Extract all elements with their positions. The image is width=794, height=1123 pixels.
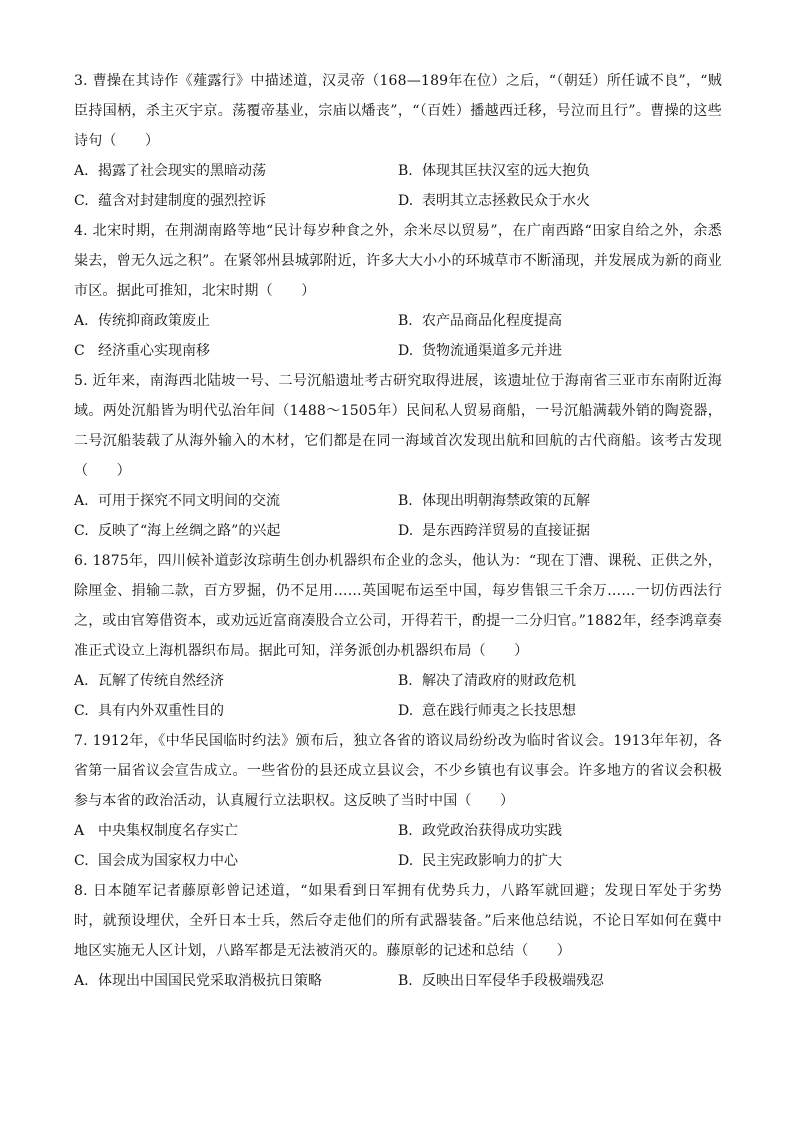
question-5 — [74, 366, 722, 546]
option-b[interactable] — [398, 816, 722, 846]
question-stem — [74, 546, 722, 666]
option-c[interactable] — [74, 336, 398, 366]
option-key: D. — [398, 193, 414, 209]
option-key: B. — [398, 313, 413, 329]
option-key: C. — [74, 523, 89, 539]
question-4 — [74, 216, 722, 366]
question-stem — [74, 366, 722, 486]
exam-page — [74, 66, 722, 996]
option-text: 具有内外双重性目的 — [98, 703, 224, 719]
question-text: 北宋时期，在荆湖南路等地“民计每岁种食之外，余米尽以贸易”，在广南西路“田家自给之外，余悉粜去，曾无久远之积”。在紧邻州县城郭附近，许多大大小小的环城草市不断涌现，并发展成为新的商业市区。据此可推知，北宋时期（ ） — [74, 223, 722, 299]
option-b[interactable] — [398, 966, 722, 996]
question-3 — [74, 66, 722, 216]
option-text: 体现出明朝海禁政策的瓦解 — [422, 493, 590, 509]
option-d[interactable] — [398, 336, 722, 366]
option-key: D. — [398, 703, 414, 719]
option-text: 瓦解了传统自然经济 — [98, 673, 224, 689]
option-list — [74, 306, 722, 366]
question-6 — [74, 546, 722, 726]
option-d[interactable] — [398, 516, 722, 546]
option-key: D. — [398, 523, 414, 539]
option-key: A — [74, 823, 85, 839]
question-number: 5. — [74, 373, 88, 389]
option-b[interactable] — [398, 306, 722, 336]
option-key: A. — [74, 313, 89, 329]
question-8 — [74, 876, 722, 996]
question-text: 1912年，《中华民国临时约法》颁布后，独立各省的谘议局纷纷改为临时省议会。1913年年初，各省第一届省议会宣告成立。一些省份的县还成立县议会，不少乡镇也有议事会。许多地方的省议会积极参与本省的政治活动，认真履行立法职权。这反映了当时中国（ ） — [74, 733, 723, 809]
question-stem — [74, 66, 722, 156]
option-key: B. — [398, 673, 413, 689]
option-a[interactable] — [74, 966, 398, 996]
option-d[interactable] — [398, 696, 722, 726]
option-text: 国会成为国家权力中心 — [98, 853, 238, 869]
option-key: C. — [74, 193, 89, 209]
option-text: 表明其立志拯救民众于水火 — [422, 193, 590, 209]
option-list — [74, 486, 722, 546]
option-a[interactable] — [74, 156, 398, 186]
option-key: D. — [398, 343, 414, 359]
option-key: A. — [74, 163, 89, 179]
option-list — [74, 156, 722, 216]
option-text: 揭露了社会现实的黑暗动荡 — [98, 163, 266, 179]
option-text: 蕴含对封建制度的强烈控诉 — [98, 193, 266, 209]
option-a[interactable] — [74, 486, 398, 516]
option-key: B. — [398, 163, 413, 179]
option-key: A. — [74, 973, 89, 989]
option-key: C — [74, 343, 85, 359]
option-key: C. — [74, 853, 89, 869]
option-b[interactable] — [398, 156, 722, 186]
question-text: 日本随军记者藤原彰曾记述道，“如果看到日军拥有优势兵力，八路军就回避；发现日军处于劣势时，就预设埋伏，全歼日本士兵，然后夺走他们的所有武器装备。”后来他总结说，不论日军如何在冀中地区实施无人区计划，八路军都是无法被消灭的。藤原彰的记述和总结（ ） — [74, 883, 722, 959]
question-stem — [74, 216, 722, 306]
option-text: 政党政治获得成功实践 — [422, 823, 562, 839]
option-key: D. — [398, 853, 414, 869]
option-text: 体现其匡扶汉室的远大抱负 — [422, 163, 590, 179]
option-text: 传统抑商政策废止 — [98, 313, 210, 329]
question-text: 曹操在其诗作《薤露行》中描述道，汉灵帝（168—189年在位）之后，“（朝廷）所任诚不良”，“贼臣持国柄，杀主灭宇京。荡覆帝基业，宗庙以燔丧”，“（百姓）播越西迁移，号泣而且行”。曹操的这些诗句（ ） — [74, 73, 722, 149]
option-key: B. — [398, 973, 413, 989]
question-number: 3. — [74, 73, 88, 89]
option-text: 意在践行师夷之长技思想 — [422, 703, 576, 719]
option-text: 反映了“海上丝绸之路”的兴起 — [98, 523, 281, 539]
option-c[interactable] — [74, 696, 398, 726]
option-text: 货物流通渠道多元并进 — [422, 343, 562, 359]
question-stem — [74, 876, 722, 966]
option-b[interactable] — [398, 666, 722, 696]
question-number: 8. — [74, 883, 88, 899]
option-b[interactable] — [398, 486, 722, 516]
option-list — [74, 966, 722, 996]
option-d[interactable] — [398, 186, 722, 216]
option-a[interactable] — [74, 816, 398, 846]
option-key: B. — [398, 493, 413, 509]
option-d[interactable] — [398, 846, 722, 876]
option-text: 农产品商品化程度提高 — [422, 313, 562, 329]
option-key: C. — [74, 703, 89, 719]
option-key: A. — [74, 493, 89, 509]
option-text: 民主宪政影响力的扩大 — [422, 853, 562, 869]
option-text: 是东西跨洋贸易的直接证据 — [422, 523, 590, 539]
question-text: 1875年，四川候补道彭汝琮萌生创办机器织布企业的念头，他认为：“现在丁漕、课税、正供之外，除厘金、捐输二款，百方罗掘，仍不足用……英国呢布运至中国，每岁售银三千余万……一切仿西法行之，或由官筹借资本，或劝远近富商凑股合立公司，开得若干，酌提一二分归官。”1882年，经李鸿章奏准正式设立上海机器织布局。据此可知，洋务派创办机器织布局（ ） — [74, 553, 722, 659]
option-c[interactable] — [74, 846, 398, 876]
option-key: B. — [398, 823, 413, 839]
question-number: 6. — [74, 553, 88, 569]
question-7 — [74, 726, 722, 876]
question-number: 4. — [74, 223, 88, 239]
option-text: 体现出中国国民党采取消极抗日策略 — [98, 973, 322, 989]
option-a[interactable] — [74, 306, 398, 336]
option-c[interactable] — [74, 516, 398, 546]
option-text: 解决了清政府的财政危机 — [422, 673, 576, 689]
option-a[interactable] — [74, 666, 398, 696]
option-list — [74, 666, 722, 726]
option-text: 反映出日军侵华手段极端残忍 — [422, 973, 604, 989]
option-key: A. — [74, 673, 89, 689]
question-text: 近年来，南海西北陆坡一号、二号沉船遗址考古研究取得进展，该遗址位于海南省三亚市东南附近海域。两处沉船皆为明代弘治年间（1488～1505年）民间私人贸易商船，一号沉船满载外销的陶瓷器，二号沉船装载了从海外输入的木材，它们都是在同一海域首次发现出航和回航的古代商船。该考古发现（ ） — [74, 373, 722, 479]
option-text: 可用于探究不同文明间的交流 — [98, 493, 280, 509]
option-list — [74, 816, 722, 876]
question-stem — [74, 726, 722, 816]
option-text: 中央集权制度名存实亡 — [98, 823, 238, 839]
question-number: 7. — [74, 733, 88, 749]
option-c[interactable] — [74, 186, 398, 216]
option-text: 经济重心实现南移 — [98, 343, 210, 359]
